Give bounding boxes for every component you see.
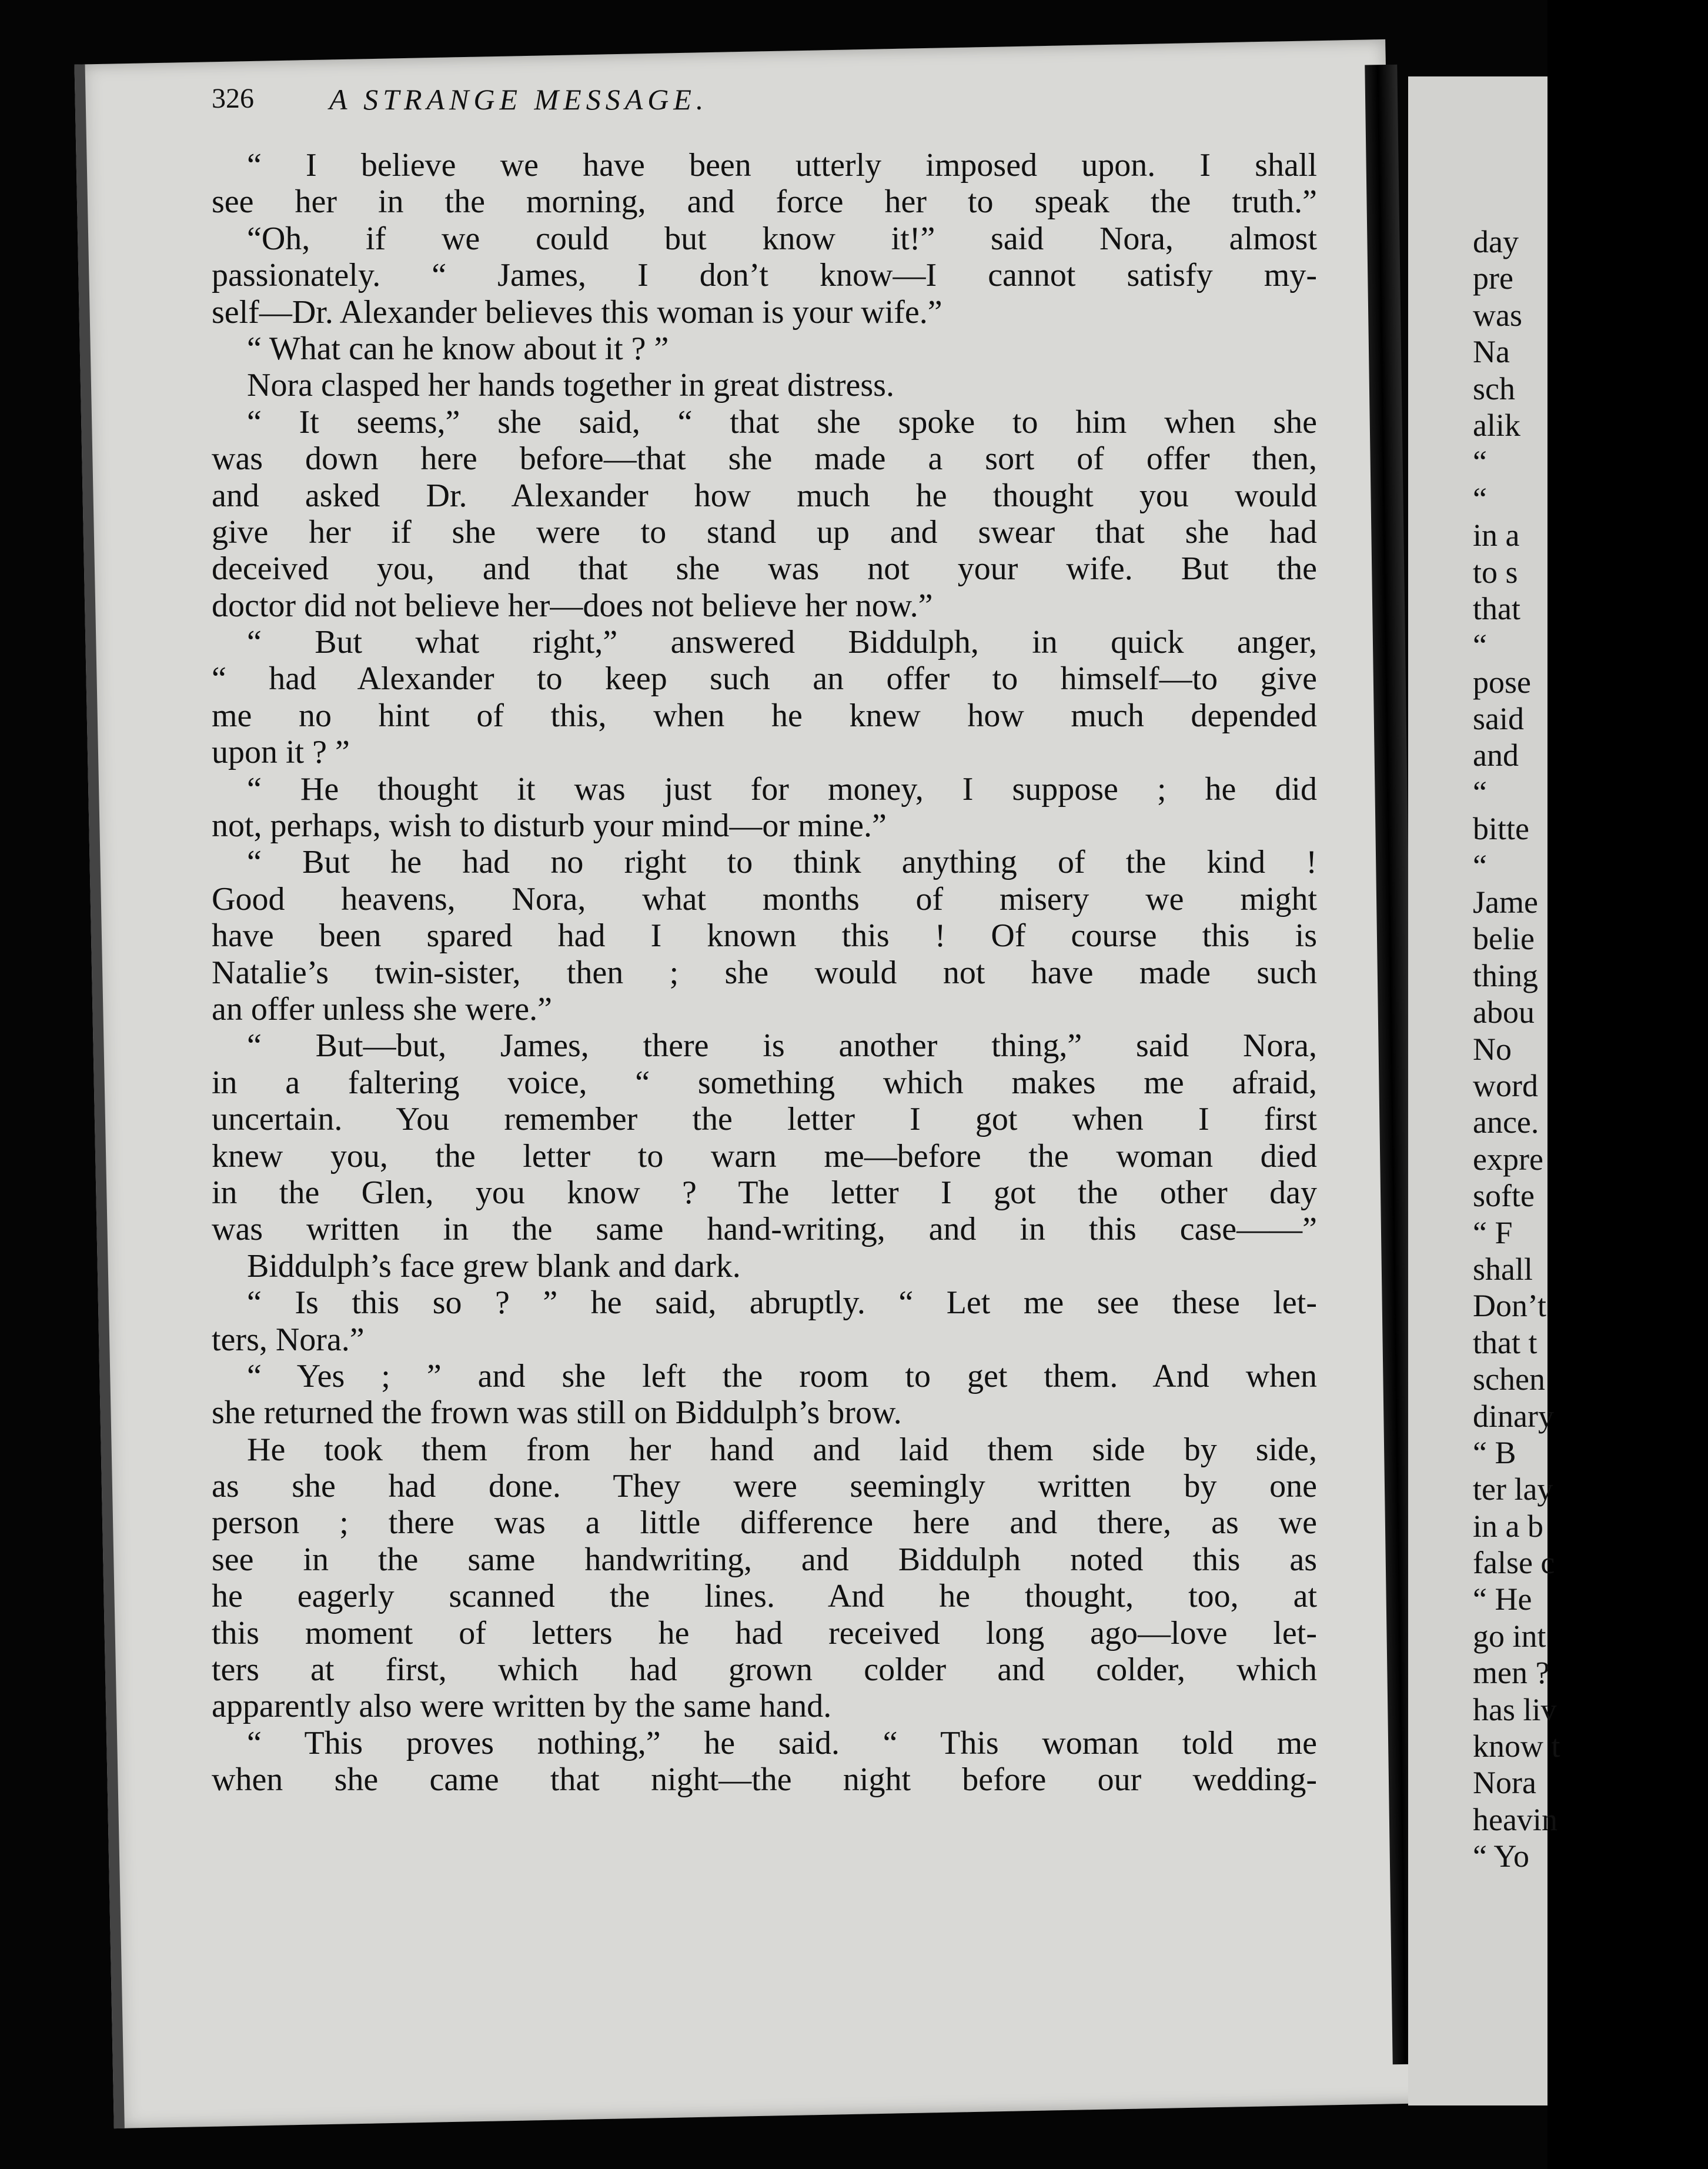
right-page-line: “: [1473, 847, 1487, 883]
right-page-line: expre: [1473, 1141, 1543, 1177]
text-line: and asked Dr. Alexander how much he thought you would: [212, 477, 1317, 514]
right-page-line: schen: [1473, 1362, 1545, 1397]
right-page-line: that t: [1473, 1324, 1537, 1360]
right-page-line: and: [1473, 738, 1519, 773]
text-line: “ Yes ; ” and she left the room to get them. And when: [247, 1357, 1317, 1394]
right-page-line: shall: [1473, 1251, 1533, 1287]
right-page-line: has liv: [1473, 1691, 1557, 1727]
text-line: in the Glen, you know ? The letter I got the other day: [212, 1174, 1317, 1211]
text-line: “ But—but, James, there is another thing,” said Nora,: [247, 1027, 1317, 1065]
right-page-line: “: [1473, 628, 1487, 663]
text-line: passionately. “ James, I don’t know—I cannot satisfy my-: [212, 257, 1317, 294]
text-line: in a faltering voice, “ something which makes me afraid,: [212, 1064, 1317, 1101]
text-line: not, perhaps, wish to disturb your mind—or mine.”: [212, 807, 887, 845]
text-line: ters, Nora.”: [212, 1321, 365, 1358]
right-page-line: “ F: [1473, 1214, 1513, 1250]
text-line: person ; there was a little difference here and there, as we: [212, 1504, 1317, 1541]
right-page-line: “: [1473, 480, 1487, 516]
text-line: this moment of letters he had received long ago—love let-: [212, 1614, 1317, 1651]
text-line: “ had Alexander to keep such an offer to himself—to give: [212, 660, 1317, 698]
right-page-line: softe: [1473, 1178, 1535, 1214]
text-line: doctor did not believe her—does not believe her now.”: [212, 587, 933, 624]
page-header: [212, 82, 1270, 141]
text-line: knew you, the letter to warn me—before the woman died: [212, 1137, 1317, 1174]
right-page-line: ter lay: [1473, 1471, 1553, 1507]
right-page: [1408, 76, 1560, 2105]
right-page-line: Nora: [1473, 1765, 1536, 1801]
text-line: have been spared had I known this ! Of course this is: [212, 917, 1317, 955]
text-line: self—Dr. Alexander believes this woman is your wife.”: [212, 293, 942, 331]
text-line: was down here before—that she made a sort of offer then,: [212, 441, 1317, 478]
text-line: “Oh, if we could but know it!” said Nora, almost: [247, 220, 1317, 257]
text-line: “ I believe we have been utterly imposed upon. I shall: [247, 147, 1317, 183]
right-page-line: men ?: [1473, 1655, 1550, 1691]
running-title: A STRANGE MESSAGE.: [329, 83, 708, 116]
text-line: give her if she were to stand up and swear that she had: [212, 513, 1317, 550]
right-page-line: belie: [1473, 921, 1535, 957]
right-page-line: “ Yo: [1473, 1838, 1530, 1874]
right-page-line: abou: [1473, 995, 1535, 1030]
right-page-line: in a: [1473, 518, 1520, 553]
right-page-line: No: [1473, 1031, 1512, 1067]
right-page-line: sch: [1473, 371, 1515, 406]
text-line: “ This proves nothing,” he said. “ This woman told me: [247, 1724, 1317, 1761]
body-text: [212, 147, 1317, 1798]
text-line: he eagerly scanned the lines. And he thought, too, at: [212, 1578, 1317, 1615]
right-page-line: thing: [1473, 957, 1539, 993]
right-page-line: “ B: [1473, 1434, 1516, 1470]
right-page-line: know t: [1473, 1728, 1560, 1764]
right-page-line: dinary: [1473, 1398, 1554, 1434]
right-page-text: [1473, 223, 1708, 1875]
text-line: “ But what right,” answered Biddulph, in quick anger,: [247, 624, 1317, 661]
right-page-line: Don’t: [1473, 1288, 1547, 1324]
text-line: Natalie’s twin-sister, then ; she would not have made such: [212, 954, 1317, 991]
text-line: Good heavens, Nora, what months of misery we might: [212, 880, 1317, 917]
right-page-line: “ He: [1473, 1581, 1532, 1617]
text-line: Biddulph’s face grew blank and dark.: [247, 1247, 741, 1284]
text-line: He took them from her hand and laid them side by side,: [247, 1431, 1317, 1468]
text-line: “ He thought it was just for money, I suppose ; he did: [247, 770, 1317, 807]
text-line: “ Is this so ? ” he said, abruptly. “ Let me see these let-: [247, 1284, 1317, 1322]
right-page-line: pre: [1473, 261, 1513, 296]
text-line: as she had done. They were seemingly written by one: [212, 1468, 1317, 1505]
page-number: 326: [212, 83, 254, 114]
right-page-line: pose: [1473, 664, 1531, 700]
right-page-line: in a b: [1473, 1508, 1543, 1544]
right-page-line: go int: [1473, 1618, 1546, 1654]
right-page-line: heavin: [1473, 1801, 1557, 1837]
right-page-line: false c: [1473, 1545, 1555, 1581]
right-page-line: that: [1473, 590, 1520, 626]
text-line: see in the same handwriting, and Biddulph noted this as: [212, 1541, 1317, 1578]
right-page-line: day: [1473, 224, 1519, 259]
right-page-line: word: [1473, 1067, 1538, 1103]
text-line: “ It seems,” she said, “ that she spoke to him when she: [247, 403, 1317, 441]
right-page-line: “: [1473, 774, 1487, 810]
text-line: me no hint of this, when he knew how much depended: [212, 697, 1317, 734]
right-page-line: alik: [1473, 407, 1520, 443]
text-line: deceived you, and that she was not your wife. But the: [212, 550, 1317, 588]
right-page-line: ance.: [1473, 1104, 1539, 1140]
right-page-line: Jame: [1473, 885, 1538, 920]
text-line: when she came that night—the night before our wedding-: [212, 1761, 1317, 1798]
text-line: upon it ? ”: [212, 734, 350, 771]
right-page-line: bitte: [1473, 811, 1529, 847]
text-line: she returned the frown was still on Biddulph’s brow.: [212, 1394, 902, 1431]
text-line: “ But he had no right to think anything of the kind !: [247, 844, 1317, 881]
text-line: “ What can he know about it ? ”: [247, 330, 669, 367]
right-page-line: “: [1473, 444, 1487, 480]
text-line: ters at first, which had grown colder and colder, which: [212, 1651, 1317, 1689]
text-line: an offer unless she were.”: [212, 990, 552, 1027]
right-page-line: was: [1473, 297, 1522, 333]
text-line: uncertain. You remember the letter I got when I first: [212, 1101, 1317, 1138]
page-edge-shadow: [75, 64, 125, 2128]
text-line: was written in the same hand-writing, and in this case——”: [212, 1211, 1317, 1248]
text-line: Nora clasped her hands together in great distress.: [247, 367, 894, 404]
right-page-line: Na: [1473, 334, 1510, 370]
right-page-line: to s: [1473, 554, 1518, 590]
right-page-line: said: [1473, 701, 1524, 737]
text-line: apparently also were written by the same hand.: [212, 1688, 832, 1725]
text-line: see her in the morning, and force her to speak the truth.”: [212, 183, 1317, 221]
